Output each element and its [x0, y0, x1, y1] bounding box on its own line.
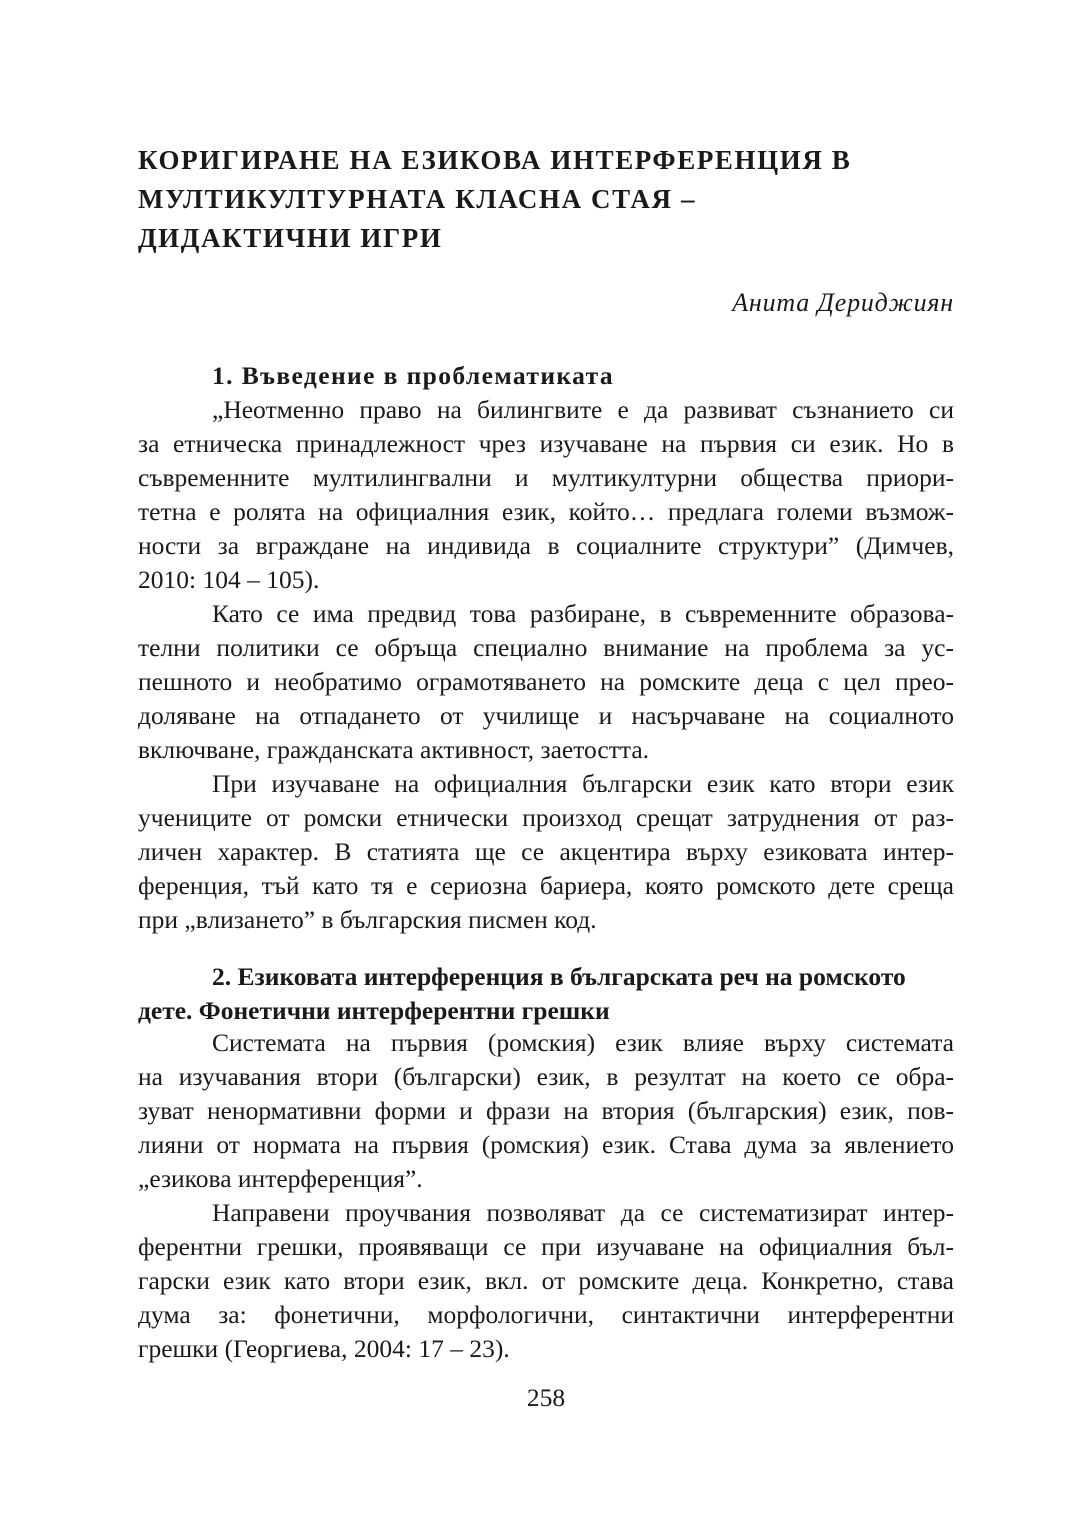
text-line: при „влизането” в българския писмен код.: [138, 905, 597, 934]
text-line: за етническа принадлежност чрез изучаване на първия си език. Но в: [138, 429, 954, 458]
section-1-heading: 1. Въведение в проблематиката: [212, 361, 615, 390]
article-title-line: КОРИГИРАНЕ НА ЕЗИКОВА ИНТЕРФЕРЕНЦИЯ В: [138, 145, 852, 175]
text-line: личен характер. В статията ще се акцентира върху езиковата интер-: [138, 837, 954, 866]
text-line: зуват ненормативни форми и фрази на втория (българския) език, пов-: [138, 1096, 954, 1125]
paragraph: [138, 597, 954, 767]
text-line: При изучаване на официалния български език като втори език: [212, 769, 954, 798]
text-line: 2010: 104 – 105).: [138, 565, 320, 594]
page-number: 258: [526, 1383, 566, 1412]
paragraph: [138, 767, 954, 937]
text-line: съвременните мултилингвални и мултикултурни общества приори-: [138, 463, 954, 492]
paragraph: [138, 393, 954, 597]
text-line: грешки (Георгиева, 2004: 17 – 23).: [138, 1334, 510, 1363]
text-line: телни политики се обръща специално внимание на проблема за ус-: [138, 633, 954, 662]
text-line: дума за: фонетични, морфологични, синтактични интерферентни: [138, 1300, 954, 1329]
section-1-body: [138, 393, 954, 937]
text-line: на изучавания втори (български) език, в резултат на което се обра-: [138, 1062, 954, 1091]
section-2-heading-line: дете. Фонетични интерферентни грешки: [138, 996, 610, 1025]
section-2-heading: [138, 960, 954, 1028]
article-title-line: МУЛТИКУЛТУРНАТА КЛАСНА СТАЯ –: [138, 184, 697, 214]
article-author: Анита Дериджиян: [732, 288, 954, 317]
text-line: ферентни грешки, проявяващи се при изучаване на официалния бъл-: [138, 1232, 954, 1261]
section-2-heading-line: 2. Езиковата интерференция в българската реч на ромското: [212, 962, 906, 991]
text-line: включване, гражданската активност, заетостта.: [138, 735, 650, 764]
text-line: ности за вграждане на индивида в социалните структури” (Димчев,: [138, 531, 954, 560]
paragraph: [138, 1196, 954, 1366]
text-line: ференция, тъй като тя е сериозна бариера, която ромското дете среща: [138, 871, 954, 900]
paragraph: [138, 1026, 954, 1196]
text-line: доляване на отпадането от училище и насърчаване на социалното: [138, 701, 954, 730]
article-title-line: ДИДАКТИЧНИ ИГРИ: [138, 223, 443, 253]
text-line: тетна е ролята на официалния език, който… предлага големи възмож-: [138, 497, 954, 526]
text-line: Като се има предвид това разбиране, в съвременните образова-: [212, 599, 954, 628]
text-line: „Неотменно право на билингвите е да развиват съзнанието си: [212, 395, 954, 424]
text-line: „езикова интерференция”.: [138, 1164, 423, 1193]
text-line: лияни от нормата на първия (ромския) език. Става дума за явлението: [138, 1130, 954, 1159]
text-line: пешното и необратимо ограмотяването на ромските деца с цел прео-: [138, 667, 954, 696]
text-line: учениците от ромски етнически произход срещат затруднения от раз-: [138, 803, 954, 832]
text-line: гарски език като втори език, вкл. от ромските деца. Конкретно, става: [138, 1266, 954, 1295]
article-title: [138, 141, 954, 258]
text-line: Системата на първия (ромския) език влияе върху системата: [212, 1028, 954, 1057]
text-line: Направени проучвания позволяват да се систематизират интер-: [212, 1198, 954, 1227]
section-2-body: [138, 1026, 954, 1366]
